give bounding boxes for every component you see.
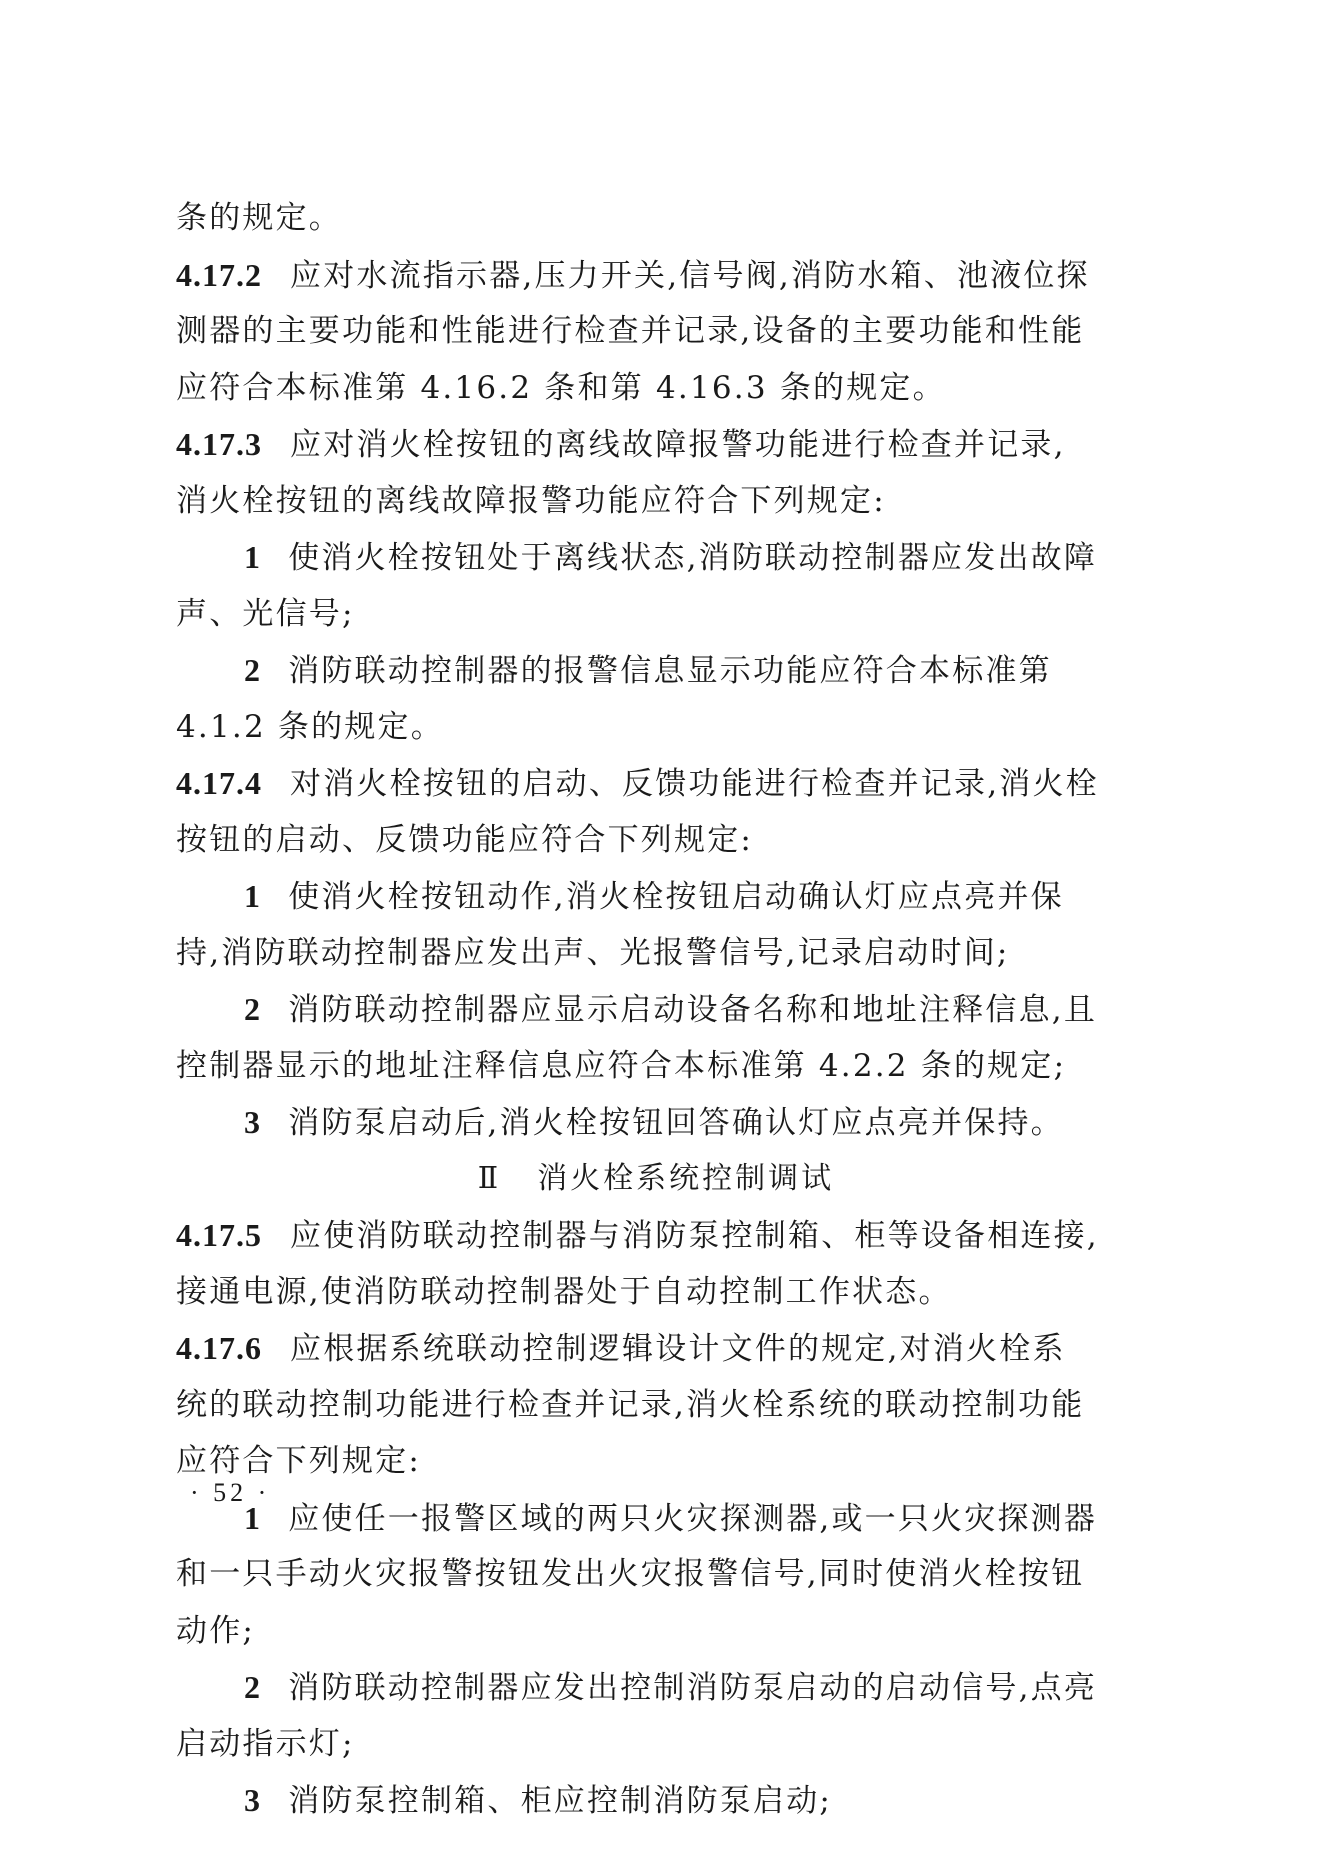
list-item: 1 应使任一报警区域的两只火灾探测器,或一只火灾探测器 <box>244 1499 1098 1537</box>
clause-number: 4.17.2 <box>176 256 262 293</box>
text-line: 4.1.2 条的规定。 <box>176 708 444 745</box>
clause-4-17-2: 4.17.2 应对水流指示器,压力开关,信号阀,消防水箱、池液位探 <box>176 256 1090 294</box>
list-item: 2 消防联动控制器应发出控制消防泵启动的启动信号,点亮 <box>244 1669 1098 1706</box>
text-line: 应符合本标准第 4.16.2 条和第 4.16.3 条的规定。 <box>176 369 946 406</box>
clause-4-17-6: 4.17.6 应根据系统联动控制逻辑设计文件的规定,对消火栓系 <box>176 1330 1066 1367</box>
text-line: 接通电源,使消防联动控制器处于自动控制工作状态。 <box>176 1273 952 1310</box>
clause-number: 4.17.6 <box>176 1330 262 1366</box>
text-line: 应符合下列规定: <box>176 1443 422 1479</box>
text-line: 统的联动控制功能进行检查并记录,消火栓系统的联动控制功能 <box>176 1386 1085 1423</box>
item-number: 2 <box>244 1669 263 1705</box>
item-number: 3 <box>244 1782 263 1818</box>
clause-number: 4.17.4 <box>176 765 262 801</box>
page-number: · 52 · <box>190 1478 271 1507</box>
text-line: 条的规定。 <box>176 200 342 236</box>
text-line: 声、光信号; <box>176 595 355 632</box>
page-body <box>176 190 1136 1829</box>
item-number: 2 <box>244 991 263 1027</box>
text-line: 测器的主要功能和性能进行检查并记录,设备的主要功能和性能 <box>176 313 1085 349</box>
list-item: 3 消防泵控制箱、柜应控制消防泵启动; <box>244 1782 833 1819</box>
text-line: 和一只手动火灾报警按钮发出火灾报警信号,同时使消火栓按钮 <box>176 1556 1085 1592</box>
list-item: 3 消防泵启动后,消火栓按钮回答确认灯应点亮并保持。 <box>244 1104 1064 1141</box>
text-line: 消火栓按钮的离线故障报警功能应符合下列规定: <box>176 482 886 519</box>
clause-4-17-5: 4.17.5 应使消防联动控制器与消防泵控制箱、柜等设备相连接, <box>176 1217 1099 1254</box>
list-item: 2 消防联动控制器的报警信息显示功能应符合本标准第 <box>244 652 1052 689</box>
section-roman-numeral: Ⅱ <box>477 1161 502 1195</box>
text-line: 启动指示灯; <box>176 1725 355 1762</box>
item-number: 1 <box>244 1499 263 1536</box>
list-item: 2 消防联动控制器应显示启动设备名称和地址注释信息,且 <box>244 991 1098 1028</box>
text-line: 控制器显示的地址注释信息应符合本标准第 4.2.2 条的规定; <box>176 1047 1067 1084</box>
list-item: 1 使消火栓按钮处于离线状态,消防联动控制器应发出故障 <box>244 539 1098 576</box>
clause-number: 4.17.5 <box>176 1217 262 1253</box>
clause-number: 4.17.3 <box>176 426 262 462</box>
list-item: 1 使消火栓按钮动作,消火栓按钮启动确认灯应点亮并保 <box>244 878 1064 915</box>
item-number: 3 <box>244 1104 263 1140</box>
text-line: 动作; <box>176 1612 256 1649</box>
item-number: 1 <box>244 539 263 575</box>
section-heading: Ⅱ 消火栓系统控制调试 <box>477 1160 835 1196</box>
item-number: 2 <box>244 652 263 688</box>
item-number: 1 <box>244 878 263 914</box>
text-line: 按钮的启动、反馈功能应符合下列规定: <box>176 821 754 858</box>
text-line: 持,消防联动控制器应发出声、光报警信号,记录启动时间; <box>176 934 1010 971</box>
clause-4-17-3: 4.17.3 应对消火栓按钮的离线故障报警功能进行检查并记录, <box>176 426 1066 463</box>
clause-4-17-4: 4.17.4 对消火栓按钮的启动、反馈功能进行检查并记录,消火栓 <box>176 765 1099 802</box>
